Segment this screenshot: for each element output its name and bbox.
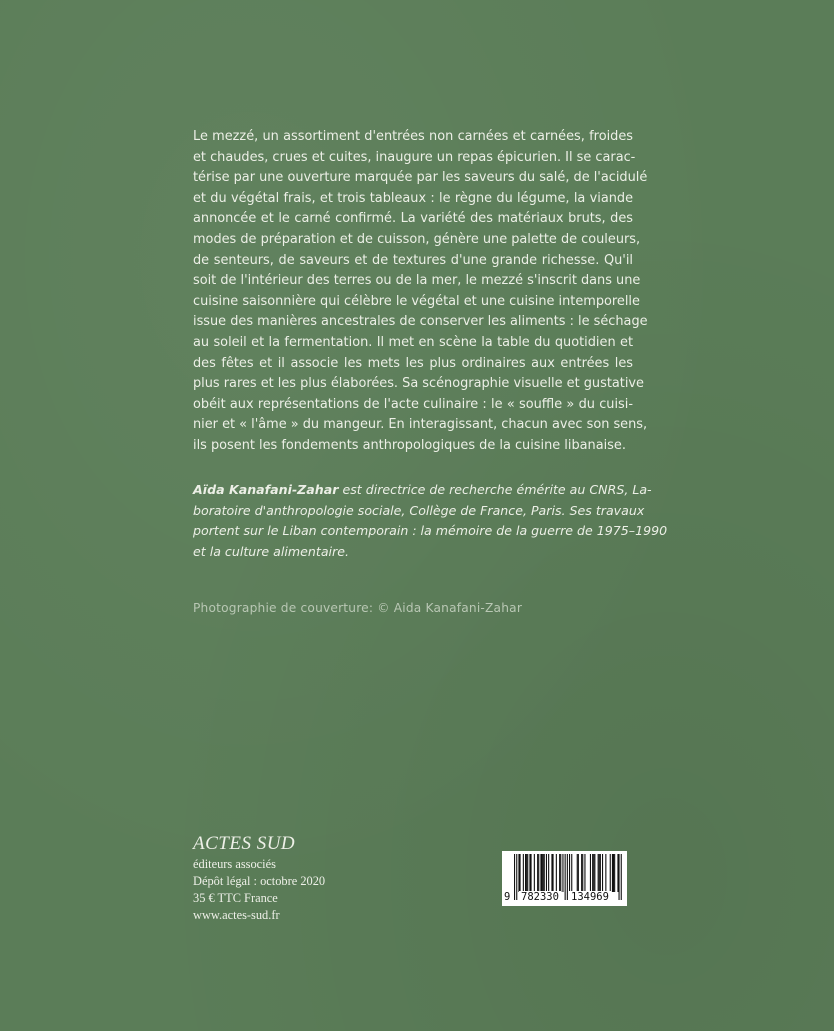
blurb-line: térise par une ouverture marquée par les saveurs du salé, de l'acidulé [193, 170, 648, 186]
barcode-bar [553, 854, 554, 892]
barcode-bar [551, 854, 552, 892]
barcode-bar [598, 854, 599, 892]
barcode-bar [605, 854, 606, 892]
barcode-bar [531, 854, 532, 892]
blurb-line: soit de l'intérieur des terres ou de la mer, le mezzé s'inscrit dans une [193, 273, 641, 289]
barcode-bar [518, 854, 519, 892]
blurb-line: Le mezzé, un assortiment d'entrées non carnées et carnées, froides [193, 129, 633, 144]
blurb-line: nier et « l'âme » du mangeur. En interagissant, chacun avec son sens, [193, 417, 648, 433]
blurb-line: plus rares et les plus élaborées. Sa scénographie visuelle et gustative [193, 376, 644, 392]
barcode-bar [540, 854, 541, 892]
publisher-logo: ACTES SUD [193, 833, 296, 854]
blurb-line: des fêtes et il associe les mets les plus ordinaires aux entrées les [193, 355, 633, 371]
barcode-bar [520, 854, 521, 892]
barcode-bar [527, 854, 528, 892]
barcode-bar [546, 854, 547, 892]
barcode-bar [584, 854, 585, 892]
barcode-bar [543, 854, 544, 892]
barcode-bar [567, 854, 568, 900]
blurb-line: et chaudes, crues et cuites, inaugure un repas épicurien. Il se carac- [193, 149, 636, 165]
barcode-bar [578, 854, 579, 892]
barcode-bar [621, 854, 622, 900]
author-bio-line: boratoire d'anthropologie sociale, Collège de France, Paris. Ses travaux [193, 502, 645, 518]
barcode-bar [581, 854, 582, 892]
barcode-bar [544, 854, 545, 892]
barcode-bar [612, 854, 613, 892]
barcode-bar [560, 854, 561, 892]
barcode-bar [613, 854, 614, 892]
barcode-bar [556, 854, 557, 892]
barcode-bar [562, 854, 563, 892]
blurb-line: et du végétal frais, et trois tableaux : le règne du légume, la viande [193, 190, 633, 206]
barcode-bar [599, 854, 600, 892]
barcode-bar [523, 854, 524, 892]
barcode-bar [577, 854, 578, 892]
blurb-line: au soleil et la fermentation. Il met en scène la table du quotidien et [193, 334, 633, 350]
barcode-bar [594, 854, 595, 892]
barcode-bar [534, 854, 535, 892]
barcode-bar [614, 854, 615, 892]
author-bio-line [193, 480, 652, 501]
legal-deposit: Dépôt légal : octobre 2020 [193, 874, 326, 888]
author-name: Aïda Kanafani-Zahar [193, 482, 339, 497]
barcode-bar [542, 854, 543, 892]
barcode-bar [526, 854, 527, 892]
blurb-line: obéit aux représentations de l'acte culinaire : le « souffle » du cuisi- [193, 396, 633, 412]
barcode-bar [514, 854, 515, 900]
blurb-line: modes de préparation et de cuisson, génère une palette de couleurs, [193, 231, 641, 247]
book-blurb [193, 127, 648, 457]
barcode-bar [571, 854, 572, 892]
publisher-block [193, 832, 325, 924]
barcode-bar [516, 854, 517, 900]
barcode-right-digits: 134969 [571, 891, 609, 903]
barcode-bar [569, 854, 570, 892]
price: 35 € TTC France [193, 891, 278, 905]
barcode-bar [537, 854, 538, 892]
barcode-bar [559, 854, 560, 892]
barcode-bar [529, 854, 530, 892]
barcode-left-digits: 782330 [521, 891, 559, 903]
barcode-bar [538, 854, 539, 892]
barcode-bar [593, 854, 594, 892]
author-bio-text: est directrice de recherche émérite au CNRS, La- [338, 482, 652, 497]
barcode-bar [590, 854, 591, 892]
author-bio-line: portent sur le Liban contemporain : la mémoire de la guerre de 1975–1990 [193, 523, 668, 539]
barcode-bar [617, 854, 618, 892]
barcode-bar [610, 854, 611, 892]
blurb-line: annoncée et le carné confirmé. La variété des matériaux bruts, des [193, 211, 633, 227]
barcode-bar [582, 854, 583, 892]
website-link[interactable]: www.actes-sud.fr [193, 908, 280, 922]
author-bio [193, 480, 668, 562]
photo-credit: Photographie de couverture: © Aida Kanafani-Zahar [193, 601, 523, 615]
barcode-bar [565, 854, 566, 900]
blurb-line: de senteurs, de saveurs et de textures d'une grande richesse. Qu'il [193, 252, 633, 268]
blurb-line: ils posent les fondements anthropologiques de la cuisine libanaise. [193, 437, 626, 453]
barcode-bar [548, 854, 549, 892]
blurb-line: cuisine saisonnière qui célèbre le végétal et une cuisine intemporelle [193, 293, 640, 309]
blurb-line: issue des manières ancestrales de conserver les aliments : le séchage [193, 314, 648, 330]
barcode-bar [592, 854, 593, 892]
barcode-prefix: 9 [504, 891, 511, 903]
barcode-bar [602, 854, 603, 892]
publisher-subtitle: éditeurs associés [193, 857, 276, 871]
barcode-bar [600, 854, 601, 892]
barcode-bar [619, 854, 620, 900]
isbn-barcode [502, 851, 627, 906]
author-bio-line: et la culture alimentaire. [193, 543, 349, 559]
barcode-bar [525, 854, 526, 892]
